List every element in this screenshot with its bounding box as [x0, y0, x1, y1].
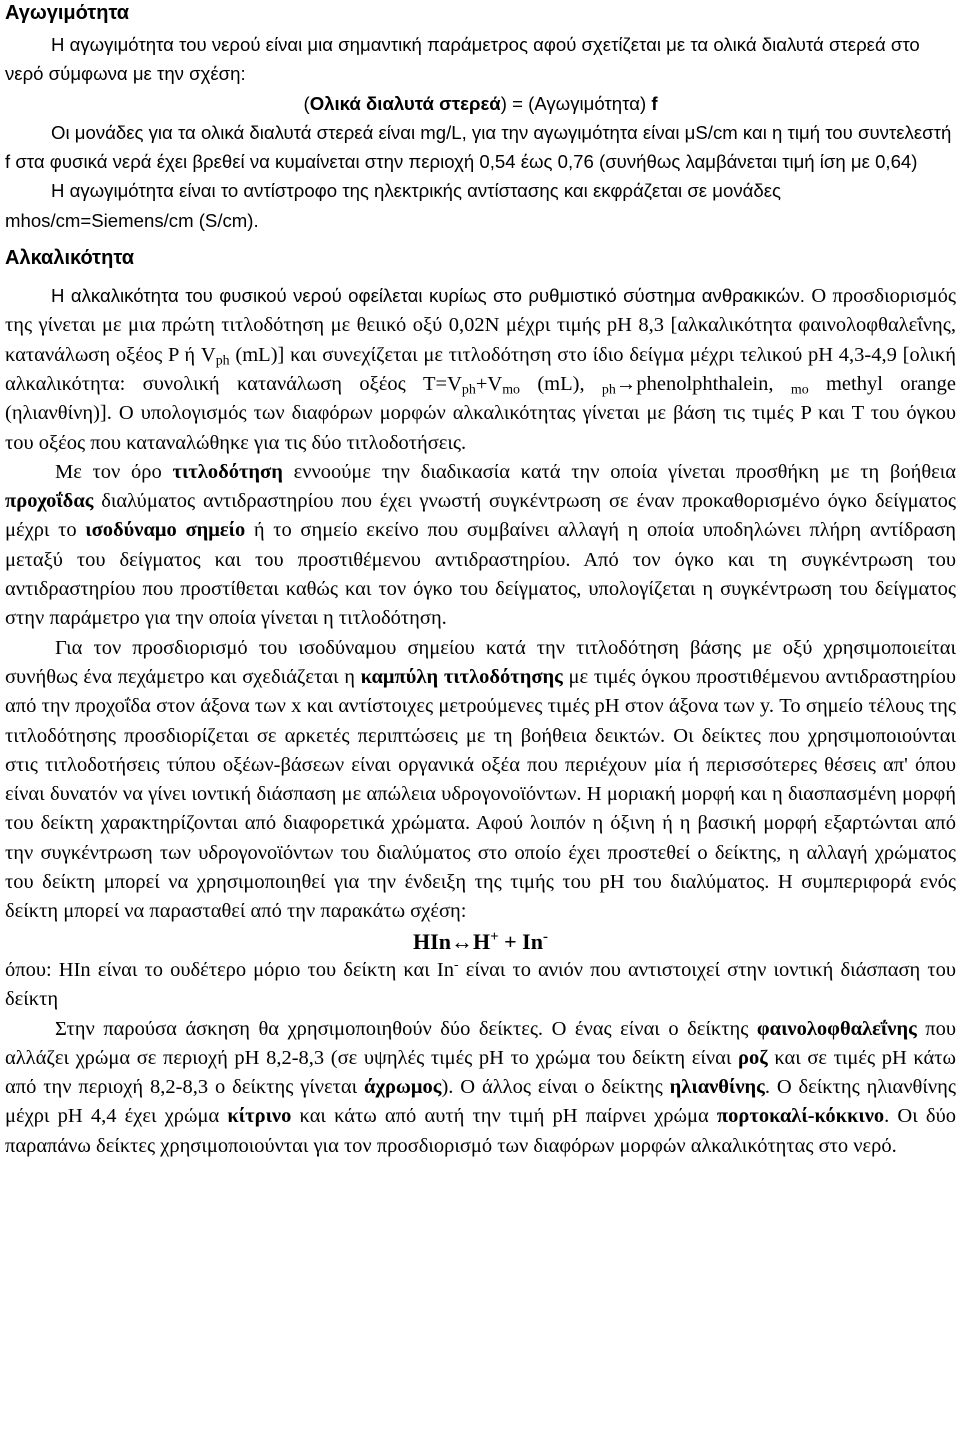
- formula-f-factor: f: [651, 92, 658, 114]
- paragraph-conductivity-intro: Η αγωγιμότητα του νερού είναι μια σημαντική παράμετρος αφού σχετίζεται με τα ολικά διαλυτά στερεά στο νερό σύμφωνα με την σχέση:: [5, 34, 920, 85]
- paragraph-where: [5, 956, 956, 1015]
- titration-text-g: ή το σημείο εκείνο που συμβαίνει αλλαγή η οποία υποδηλώνει πλήρη αντίδραση μεταξύ του δείγματος και του προστιθέμενου αντιδραστηρίου. Από τον όγκο και τη συγκέντρωση του αντιδραστηρίου που προστίθεται καθώς και τον όγκο του δείγματος, υπολογίζεται η συγκέντρωση του δείγματος στην παράμετρο για την οποία γίνεται η τιτλοδότηση.: [5, 519, 956, 630]
- formula-tds-conductivity: [5, 89, 956, 118]
- equation-indicator-dissociation: [5, 927, 956, 956]
- equation-sup-minus: -: [542, 928, 548, 945]
- where-text-a: όπου: HIn είναι το ουδέτερο μόριο του δείκτη και In: [5, 958, 454, 981]
- equation-part-a: HIn↔H: [413, 928, 491, 954]
- titration-text-a: Με τον όρο: [55, 460, 173, 483]
- term-equivalence-point: ισοδύναμο σημείο: [85, 519, 246, 542]
- paragraph-two-indicators: [5, 1015, 956, 1161]
- formula-open-paren: (: [303, 92, 310, 114]
- alkalinity-text-c: +V: [475, 372, 503, 395]
- subscript-ph-3: ph: [601, 382, 616, 398]
- alkalinity-text-e: →phenolphthalein,: [615, 372, 791, 395]
- equation-part-b: + In: [498, 928, 543, 954]
- alkalinity-intro-sans: [5, 285, 805, 306]
- paragraph-conductivity-resistance: Η αγωγιμότητα είναι το αντίστροφο της ηλεκτρικής αντίστασης και εκφράζεται σε μονάδες mhos/cm=Siemens/cm (S/cm).: [5, 180, 781, 231]
- equation-sup-plus: +: [490, 928, 499, 945]
- term-titration-curve: καμπύλη τιτλοδότησης: [360, 665, 563, 688]
- indicators-text-a: Για τον προσδιορισμό του ισοδύναμου σημείου κατά την τιτλοδότηση βάσης με οξύ χρησιμοποιείται συνήθως ένα πεχάμετρο και σχεδιάζεται η: [5, 636, 956, 688]
- section-title-alkalinity: [5, 245, 956, 271]
- term-phenolphthalein: φαινολοφθαλεΐνης: [756, 1017, 917, 1040]
- term-methyl-orange: ηλιανθίνης: [669, 1076, 765, 1099]
- alkalinity-text-b: (mL)] και συνεχίζεται με τιτλοδότηση στο ίδιο δείγμα μέχρι τελικού pH 4,3-4,9 [ολική αλκαλικότητα: συνολική κατανάλωση οξέος T=V: [5, 343, 956, 395]
- two-ind-text-c: που αλλάζει χρώμα σε περιοχή pH 8,2-8,3 (σε υψηλές τιμές pH το χρώμα του δείκτη είναι: [5, 1017, 957, 1069]
- where-text-b: είναι το ανιόν που αντιστοιχεί στην ιοντική διάσπαση του δείκτη: [5, 958, 956, 1011]
- formula-equals-conductivity: ) = (Αγωγιμότητα): [500, 92, 652, 114]
- paragraph-indicators: [5, 634, 956, 927]
- subscript-mo-2: mo: [790, 382, 809, 398]
- alkalinity-text-f: methyl orange (ηλιανθίνη)]. Ο υπολογισμός των διαφόρων μορφών αλκαλικότητας γίνεται με βάση τις τιμές P και T του όγκου του οξέος που καταναλώθηκε για τις δύο τιτλοδοτήσεις.: [5, 372, 956, 454]
- alkalinity-text-d: (mL),: [520, 372, 602, 395]
- formula-tds-term: Ολικά διαλυτά στερεά: [309, 92, 501, 114]
- section-title-conductivity: Αγωγιμότητα: [5, 2, 130, 24]
- term-colorless: άχρωμος: [364, 1076, 442, 1099]
- subscript-ph: ph: [215, 353, 230, 369]
- two-ind-text-i: . Ο δείκτης ηλιανθίνης μέχρι pH 4,4 έχει χρώμα: [5, 1076, 956, 1128]
- alkalinity-text-a: Ο προσδιορισμός της γίνεται με μια πρώτη τιτλοδότηση με θειικό οξύ 0,02Ν μέχρι τιμής pH 8,3 [αλκαλικότητα φαινολοφθαλεΐνης, κατανάλωση οξέος P ή V: [5, 285, 956, 366]
- titration-text-e: διαλύματος αντιδραστηρίου που έχει γνωστή συγκέντρωση σε έναν προκαθορισμένο όγκο δείγματος μέχρι το: [5, 490, 956, 542]
- term-pink: ροζ: [738, 1046, 768, 1069]
- term-burette: προχοΐδας: [5, 490, 94, 513]
- term-yellow: κίτρινο: [227, 1105, 292, 1128]
- subscript-ph-2: ph: [461, 382, 476, 398]
- alkalinity-intro-text: Η αλκαλικότητα του φυσικού νερού οφείλεται κυρίως στο ρυθμιστικό σύστημα ανθρακικών.: [51, 285, 805, 307]
- titration-text-c: εννοούμε την διαδικασία κατά την οποία γίνεται προσθήκη με τη βοήθεια: [282, 460, 956, 483]
- two-ind-text-a: Στην παρούσα άσκηση θα χρησιμοποιηθούν δύο δείκτες. Ο ένας είναι ο δείκτης: [55, 1017, 757, 1040]
- two-ind-text-m: . Οι δύο παραπάνω δείκτες χρησιμοποιούνται για τον προσδιορισμό των διαφόρων μορφών αλκαλικότητας στο νερό.: [5, 1105, 956, 1157]
- where-sup-minus: -: [453, 957, 459, 973]
- paragraph-conductivity-units: Οι μονάδες για τα ολικά διαλυτά στερεά είναι mg/L, για την αγωγιμότητα είναι μS/cm και η τιμή του συντελεστή f στα φυσικά νερά έχει βρεθεί να κυμαίνεται στην περιοχή 0,54 έως 0,76 (συνήθως λαμβάνεται τιμή ίση με 0,64): [5, 121, 952, 173]
- subscript-mo: mo: [502, 382, 521, 398]
- paragraph-titration-definition: [5, 458, 956, 634]
- term-titration: τιτλοδότηση: [172, 460, 283, 483]
- section-title-alkalinity-text: Αλκαλικότητα: [5, 247, 134, 270]
- term-orange-red: πορτοκαλί-κόκκινο: [716, 1105, 885, 1128]
- two-ind-text-k: και κάτω από αυτή την τιμή pH παίρνει χρώμα: [291, 1105, 717, 1128]
- indicators-text-c: με τιμές όγκου προστιθέμενου αντιδραστηρίου από την προχοΐδα στον άξονα των x και αντίστοιχες μετρούμενες τιμές pH στον άξονα των y. Το σημείο τέλους της τιτλοδότησης προσδιορίζεται σε αρκετές περιπτώσεις με τη βοήθεια δεικτών. Οι δείκτες που χρησιμοποιούνται στις τιτλοδοτήσεις τύπου οξέων-βάσεων είναι οργανικά οξέα που περιέχουν μία ή περισσότερες θέσεις απ' όπου είναι δυνατόν να γίνει ιοντική διάσπαση με απώλεια υδρογονοϊόντων. Η μοριακή μορφή και η διασπασμένη μορφή του δείκτη χαρακτηρίζονται από διαφορετικά χρώματα. Αφού λοιπόν η όξινη ή η βασική μορφή εξαρτώνται από την συγκέντρωση των υδρογονοϊόντων του διαλύματος στο οποίο έχει προστεθεί ο δείκτης, η αλλαγή χρώματος του δείκτη μπορεί να χρησιμοποιηθεί για την ένδειξη της τιμής του pH του διαλύματος. Η συμπεριφορά ενός δείκτη μπορεί να παρασταθεί από την παρακάτω σχέση:: [5, 665, 956, 923]
- two-ind-text-g: ). Ο άλλος είναι ο δείκτης: [441, 1076, 670, 1099]
- two-ind-text-e: και σε τιμές pH κάτω από την περιοχή 8,2-8,3 ο δείκτης γίνεται: [5, 1046, 956, 1099]
- paragraph-alkalinity-determination: [5, 281, 956, 458]
